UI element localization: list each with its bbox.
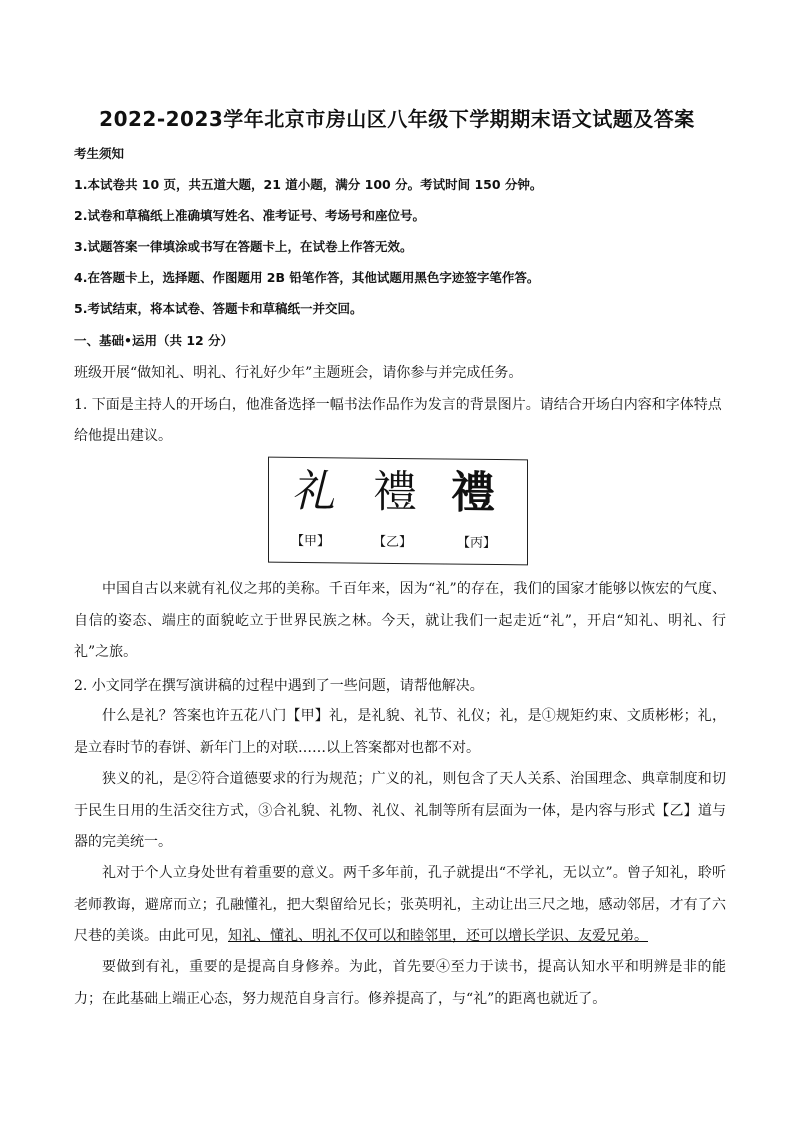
notice-heading: 考生须知 (74, 146, 125, 161)
underlined-sentence: 知礼、懂礼、明礼不仅可以和睦邻里，还可以增长学识、友爱兄弟。 (228, 928, 648, 944)
opening-speech: 中国自古以来就有礼仪之邦的美称。千百年来，因为“礼”的存在，我们的国家才能够以恢宏的气度、自信的姿态、端庄的面貌屹立于世界民族之林。今天，就让我们一起走近“礼”，开启“知礼、明礼、行礼”之旅。 (74, 581, 726, 660)
essay-paragraph: 要做到有礼，重要的是提高自身修养。为此，首先要④至力于读书，提高认知水平和明辨是非的能力；在此基础上端正心态，努力规范自身言行。修养提高了，与“礼”的距离也就近了。 (74, 959, 726, 1007)
calligraphy-char-yi: 禮 (373, 466, 417, 519)
calligraphy-image (268, 457, 528, 566)
notice-item: 5.考试结束，将本试卷、答题卡和草稿纸一并交回。 (74, 301, 363, 316)
calligraphy-label-bing: 【丙】 (457, 535, 497, 552)
calligraphy-char-jia: 礼 (291, 465, 335, 518)
notice-item: 3.试题答案一律填涂或书写在答题卡上，在试卷上作答无效。 (74, 239, 413, 254)
essay-paragraph: 狭义的礼，是②符合道德要求的行为规范；广义的礼，则包含了天人关系、治国理念、典章制度和切于民生日用的生活交往方式，③合礼貌、礼物、礼仪、礼制等所有层面为一体，是内容与形式【乙】道与器的完美统一。 (74, 771, 726, 850)
essay-paragraph: 什么是礼？答案也许五花八门【甲】礼，是礼貌、礼节、礼仪；礼，是①规矩约束、文质彬彬；礼，是立春时节的春饼、新年门上的对联……以上答案都对也都不对。 (74, 708, 726, 756)
calligraphy-label-jia: 【甲】 (291, 533, 331, 550)
question-2: 2. 小文同学在撰写演讲稿的过程中遇到了一些问题，请帮他解决。 (74, 678, 484, 694)
essay-text: 礼对于个人立身处世有着重要的意义。两千多年前，孔子就提出“不学礼，无以立”。曾子知礼，聆听老师教诲，避席而立；孔融懂礼，把大梨留给兄长；张英明礼，主动让出三尺之地，感动邻居，才有了六尺巷的美谈。由此可见， (74, 865, 726, 944)
calligraphy-char-bing: 禮 (451, 467, 495, 520)
notice-item: 1.本试卷共 10 页，共五道大题，21 道小题，满分 100 分。考试时间 150 分钟。 (74, 177, 543, 192)
section-intro: 班级开展“做知礼、明礼、行礼好少年”主题班会，请你参与并完成任务。 (74, 365, 523, 381)
section-heading: 一、基础•运用（共 12 分） (74, 333, 234, 348)
question-1-line1: 1. 下面是主持人的开场白，他准备选择一幅书法作品作为发言的背景图片。请结合开场白内容和字体特点 (74, 397, 722, 413)
notice-item: 2.试卷和草稿纸上准确填写姓名、准考证号、考场号和座位号。 (74, 208, 425, 223)
essay-paragraph (74, 858, 726, 953)
notice-item: 4.在答题卡上，选择题、作图题用 2B 铅笔作答，其他试题用黑色字迹签字笔作答。 (74, 270, 540, 285)
calligraphy-label-yi: 【乙】 (373, 534, 413, 551)
question-1-line2: 给他提出建议。 (74, 428, 172, 444)
document-title: 2022-2023学年北京市房山区八年级下学期期末语文试题及答案 (99, 107, 695, 131)
